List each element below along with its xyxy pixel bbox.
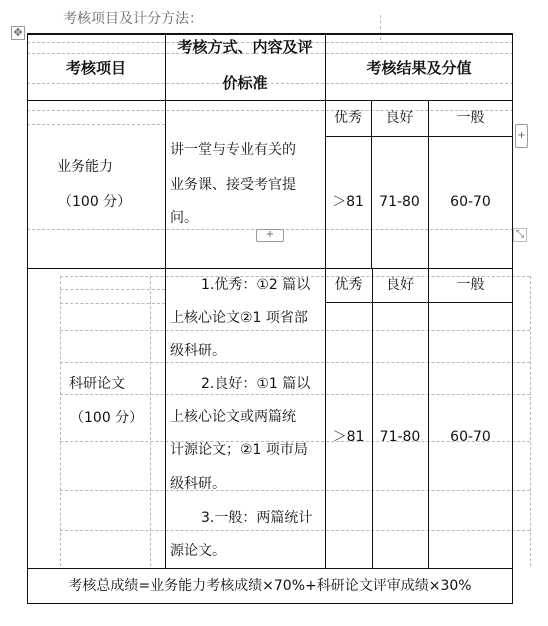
section1-name: 业务能力: [57, 159, 113, 175]
section2-criteria-line2: 上核心论文②1 项省部: [170, 310, 308, 326]
section2-score-good: 71-80: [379, 429, 421, 445]
section2-score-excellent: ＞81: [332, 429, 365, 445]
section1-score-average: 60-70: [450, 194, 491, 210]
section2-criteria-line7: 级科研。: [170, 476, 226, 492]
section2-grade-good: 良好: [386, 277, 414, 293]
section2-criteria-line8: 3.一般：两篇统计: [201, 510, 313, 526]
section2-criteria-line1: 1.优秀：①2 篇以: [201, 277, 311, 293]
section2-criteria-line6: 计源论文；②1 项市局: [170, 442, 308, 458]
header-method-line1: 考核方式、内容及评: [177, 38, 313, 56]
section2-criteria-line9: 源论文。: [170, 543, 226, 559]
header-project: 考核项目: [65, 59, 126, 77]
section1-points: （100 分）: [58, 194, 132, 210]
section1-score-good: 71-80: [379, 194, 420, 210]
add-column-button[interactable]: +: [515, 124, 528, 148]
total-score-formula: 考核总成绩=业务能力考核成绩×70%+科研论文评审成绩×30%: [68, 578, 472, 594]
section1-criteria-line2: 业务课、接受考官提: [170, 177, 296, 193]
section2-criteria-line4: 2.良好：①1 篇以: [201, 376, 311, 392]
section1-score-excellent: ＞81: [332, 194, 364, 210]
header-result: 考核结果及分值: [366, 59, 472, 77]
section2-name: 科研论文: [69, 376, 125, 392]
resize-handle-icon[interactable]: ⤡: [513, 228, 527, 242]
section2-criteria-line3: 级科研。: [170, 343, 226, 359]
section1-criteria-line3: 问。: [170, 210, 198, 226]
table-move-handle-icon[interactable]: ✥: [11, 26, 25, 40]
section2-grade-excellent: 优秀: [334, 277, 363, 293]
section2-score-average: 60-70: [450, 429, 491, 445]
section2-points: （100 分）: [70, 410, 144, 426]
add-row-button[interactable]: +: [256, 229, 284, 242]
intro-text: 考核项目及计分方法：: [63, 11, 203, 27]
section1-grade-good: 良好: [385, 110, 414, 126]
section1-criteria-line1: 讲一堂与专业有关的: [170, 142, 296, 158]
section2-grade-average: 一般: [456, 277, 485, 293]
section1-grade-average: 一般: [456, 110, 485, 126]
header-method-line2: 价标准: [222, 74, 268, 92]
section1-grade-excellent: 优秀: [334, 110, 362, 126]
section2-criteria-line5: 上核心论文或两篇统: [170, 409, 296, 425]
